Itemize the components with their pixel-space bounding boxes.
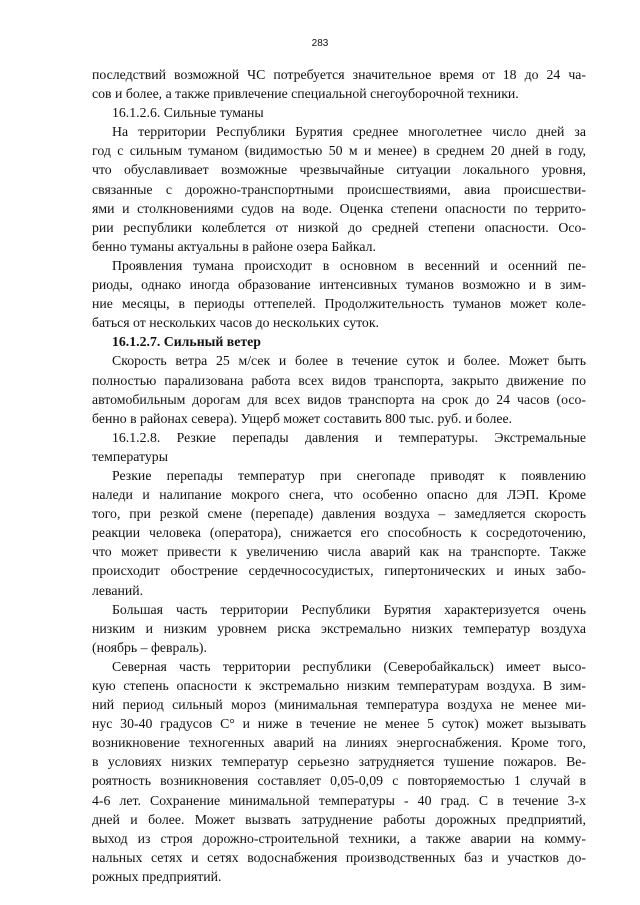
text-line: роятность возникновения составляет 0,05-0,09 с повторяемостью 1 случай в xyxy=(92,773,586,789)
text-line: полностью парализована работа всех видов транспорта, закрыто движение по xyxy=(92,372,586,388)
text-line: леваний. xyxy=(92,582,144,598)
text-line: бенно в районах севера). Ущерб может составить 800 тыс. руб. и более. xyxy=(92,410,513,426)
text-line: нальных сетях и сетях водоснабжения производственных баз и участков до- xyxy=(92,849,586,865)
page-number: 283 xyxy=(311,38,329,49)
text-line: рии республики колеблется от низкой до средней степени опасности. Осо- xyxy=(92,219,586,235)
text-line: реакции человека (оператора), снижается его способность к сосредоточению, xyxy=(92,525,586,541)
text-line: 4-6 лет. Сохранение минимальной температуры - 40 град. С в течение 3-х xyxy=(92,792,586,808)
text-line: (ноябрь – февраль). xyxy=(92,639,207,655)
text-line: 16.1.2.6. Сильные туманы xyxy=(112,105,264,121)
text-line: сов и более, а также привлечение специальной снегоуборочной техники. xyxy=(92,86,519,102)
text-line: кую степень опасности к экстремально низким температурам воздуха. В зим- xyxy=(92,678,586,693)
text-line: наледи и налипание мокрого снега, что особенно опасно для ЛЭП. Кроме xyxy=(92,487,586,503)
text-line: последствий возможной ЧС потребуется значительное время от 18 до 24 ча- xyxy=(92,67,586,82)
text-line: связанные с дорожно-транспортными происшествиями, авиа происшестви- xyxy=(92,181,586,197)
section-heading: 16.1.2.7. Сильный ветер xyxy=(112,334,261,350)
text-line: На территории Республики Бурятия среднее многолетнее число дней за xyxy=(112,124,586,140)
text-line: дней и более. Может вызвать затруднение работы дорожных предприятий, xyxy=(92,811,586,827)
text-line: в условиях низких температур серьезно затрудняется тушение пожаров. Ве- xyxy=(92,754,586,770)
text-line: рожных предприятий. xyxy=(92,868,222,884)
text-line: ние месяцы, в периоды оттепелей. Продолжительность туманов может коле- xyxy=(92,296,586,312)
text-line: выход из строя дорожно-строительной техники, а также аварии на комму- xyxy=(92,830,586,846)
text-line: Северная часть территории республики (Северобайкальск) имеет высо- xyxy=(112,658,586,674)
body-text xyxy=(92,65,586,886)
text-line: того, при резкой смене (перепаде) давления воздуха – замедляется скорость xyxy=(92,506,586,522)
text-line: Скорость ветра 25 м/сек и более в течение суток и более. Может быть xyxy=(112,353,586,369)
text-line: возникновение техногенных аварий на линиях энергоснабжения. Кроме того, xyxy=(92,735,586,751)
text-line: ний период сильный мороз (минимальная температура воздуха не менее ми- xyxy=(92,697,586,713)
text-line: нус 30-40 градусов С° и ниже в течение не менее 5 суток) может вызывать xyxy=(92,716,586,732)
text-line: год с сильным туманом (видимостью 50 м и менее) в среднем 20 дней в году, xyxy=(92,143,586,159)
text-line: Большая часть территории Республики Бурятия характеризуется очень xyxy=(112,601,586,617)
text-line: Резкие перепады температур при снегопаде приводят к появлению xyxy=(112,467,586,483)
text-line: температуры xyxy=(92,448,168,464)
text-line: риоды, однако иногда образование интенсивных туманов возможно и в зим- xyxy=(92,277,586,293)
text-line: что может привести к увеличению числа аварий как на транспорте. Также xyxy=(92,544,586,560)
text-line: Проявления тумана происходит в основном в весенний и осенний пе- xyxy=(112,257,586,273)
text-line: 16.1.2.8. Резкие перепады давления и температуры. Экстремальные xyxy=(112,429,586,445)
text-line: автомобильным дорогам для всех видов транспорта на срок до 24 часов (осо- xyxy=(92,391,586,407)
text-line: низким и низким уровнем риска экстремально низких температур воздуха xyxy=(92,620,586,636)
text-line: баться от нескольких часов до нескольких суток. xyxy=(92,315,379,331)
text-line: что обуславливает возможные чрезвычайные ситуации локального уровня, xyxy=(92,162,586,178)
text-line: бенно туманы актуальны в районе озера Байкал. xyxy=(92,238,376,254)
text-line: происходит обострение сердечнососудистых, гипертонических и иных забо- xyxy=(92,563,586,579)
text-line: ями и столкновениями судов на воде. Оценка степени опасности по террито- xyxy=(92,200,586,216)
